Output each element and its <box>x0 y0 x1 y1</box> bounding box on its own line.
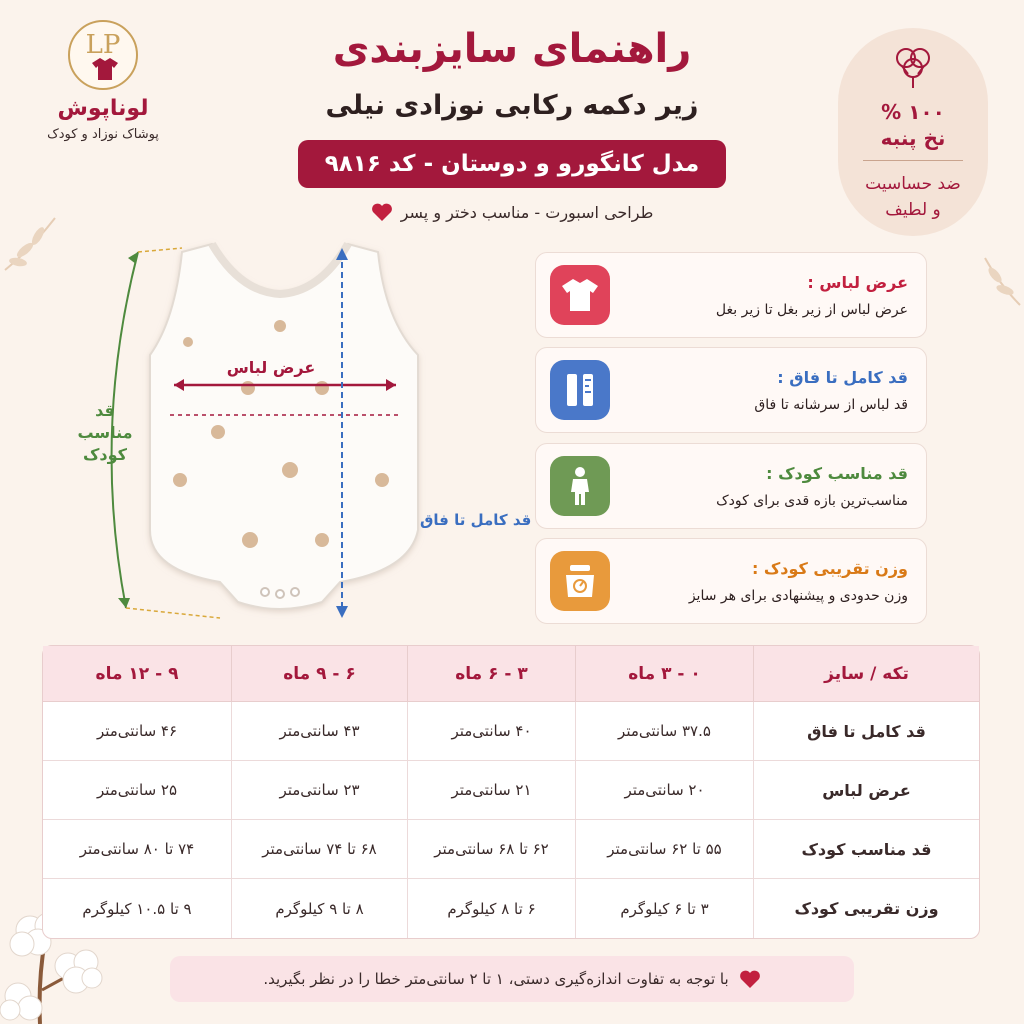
card-height-desc: مناسب‌ترین بازه قدی برای کودک <box>716 492 908 509</box>
design-note <box>300 202 724 222</box>
brand-monogram: LP <box>68 20 138 90</box>
scale-icon <box>550 551 610 611</box>
table-cell: ۵۵ تا ۶۲ سانتی‌متر <box>575 820 753 879</box>
table-row <box>43 879 979 938</box>
length-label: قد کامل تا فاق <box>420 511 532 529</box>
table-row <box>43 761 979 820</box>
snap-buttons <box>261 588 299 598</box>
table-cell: ۴۰ سانتی‌متر <box>407 702 575 761</box>
table-row <box>43 702 979 761</box>
leaf-branch-right-icon <box>975 250 1024 310</box>
brand-name: لوناپوش <box>57 96 149 121</box>
table-header-cell: تکه / سایز <box>753 646 979 702</box>
shirt-icon <box>550 265 610 325</box>
table-cell: ۲۰ سانتی‌متر <box>575 761 753 820</box>
table-row-label: عرض لباس <box>753 761 979 820</box>
brand-logo <box>28 20 178 142</box>
model-banner <box>298 140 726 188</box>
table-cell: ۴۳ سانتی‌متر <box>231 702 407 761</box>
cotton-material: نخ پنبه <box>880 126 946 150</box>
size-table <box>42 645 980 939</box>
width-label: عرض لباس <box>226 358 316 377</box>
table-cell: ۹ تا ۱۰.۵ کیلوگرم <box>82 899 192 918</box>
cotton-badge <box>838 28 988 236</box>
bodysuit-shape <box>150 244 418 609</box>
card-length-title: قد کامل تا فاق : <box>777 367 908 387</box>
cotton-soft-line1: ضد حساسیت <box>865 174 961 194</box>
card-height <box>535 443 927 529</box>
card-width-desc: عرض لباس از زیر بغل تا زیر بغل <box>715 301 908 318</box>
leaf-branch-left-icon <box>0 210 70 280</box>
page-subtitle: زیر دکمه رکابی نوزادی نیلی <box>325 90 699 121</box>
table-cell: ۲۵ سانتی‌متر <box>43 761 231 820</box>
table-cell: ۸ تا ۹ کیلوگرم <box>231 879 407 938</box>
cotton-percent: ۱۰۰ % <box>881 100 945 124</box>
card-weight-desc: وزن حدودی و پیشنهادی برای هر سایز <box>688 587 908 604</box>
measurement-note-text: با توجه به تفاوت اندازه‌گیری دستی، ۱ تا ۲ سانتی‌متر خطا را در نظر بگیرید. <box>263 970 729 988</box>
heart-icon <box>739 969 761 989</box>
measurement-note <box>170 956 854 1002</box>
table-header-cell: ۹ - ۱۲ ماه <box>43 646 231 702</box>
table-row-label: قد مناسب کودک <box>753 820 979 879</box>
table-header-cell: ۶ - ۹ ماه <box>231 646 407 702</box>
child-icon <box>550 456 610 516</box>
table-cell: ۲۱ سانتی‌متر <box>407 761 575 820</box>
table-cell: ۷۴ تا ۸۰ سانتی‌متر <box>43 820 231 879</box>
card-weight <box>535 538 927 624</box>
table-cell: ۳ تا ۶ کیلوگرم <box>575 879 753 938</box>
table-header-cell: ۳ - ۶ ماه <box>407 646 575 702</box>
cotton-flower-icon <box>888 40 938 90</box>
table-cell: ۶ تا ۸ کیلوگرم <box>407 879 575 938</box>
table-row-label: قد کامل تا فاق <box>753 702 979 761</box>
table-row <box>43 820 979 879</box>
bodysuit-diagram <box>77 230 532 630</box>
card-width-title: عرض لباس : <box>807 272 908 292</box>
page-title: راهنمای سایزبندی <box>332 26 692 72</box>
badge-divider <box>863 160 963 161</box>
height-label-line2: مناسب <box>77 423 133 442</box>
table-cell: ۶۸ تا ۷۴ سانتی‌متر <box>231 820 407 879</box>
table-cell: ۲۳ سانتی‌متر <box>231 761 407 820</box>
height-label-line3: کودک <box>83 445 127 464</box>
ruler-icon <box>550 360 610 420</box>
table-row-label: وزن تقریبی کودک <box>753 879 979 938</box>
heart-icon <box>371 202 393 222</box>
table-header-row <box>43 646 979 702</box>
card-length-desc: قد لباس از سرشانه تا فاق <box>754 396 908 413</box>
table-header-cell: ۰ - ۳ ماه <box>575 646 753 702</box>
height-label-line1: قد <box>95 401 115 420</box>
table-cell: ۳۷.۵ سانتی‌متر <box>575 702 753 761</box>
card-width <box>535 252 927 338</box>
card-height-title: قد مناسب کودک : <box>766 463 908 483</box>
model-text: مدل کانگورو و دوستان - کد ۹۸۱۶ <box>324 151 700 177</box>
design-note-text: طراحی اسبورت - مناسب دختر و پسر <box>400 202 654 222</box>
card-weight-title: وزن تقریبی کودک : <box>751 558 908 578</box>
table-cell: ۴۶ سانتی‌متر <box>43 702 231 761</box>
tshirt-logo-icon <box>92 58 118 80</box>
brand-tagline: پوشاک نوزاد و کودک <box>47 127 159 142</box>
cotton-soft-line2: و لطیف <box>885 200 941 220</box>
table-cell: ۶۲ تا ۶۸ سانتی‌متر <box>407 820 575 879</box>
card-length <box>535 347 927 433</box>
